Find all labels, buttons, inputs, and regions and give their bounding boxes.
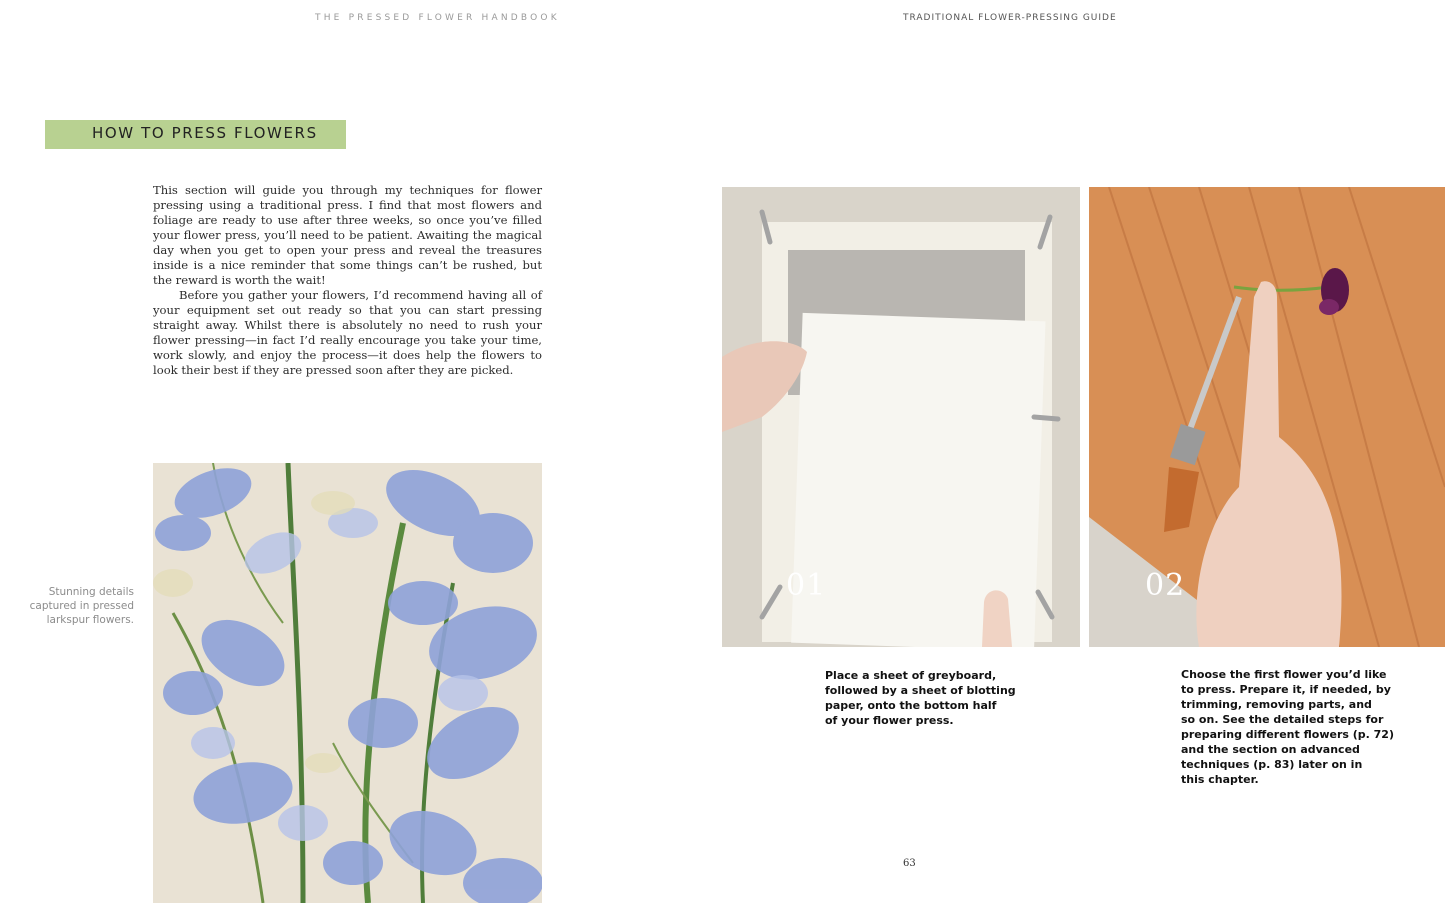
- caption-line: larkspur flowers.: [46, 614, 134, 626]
- larkspur-caption: [20, 585, 134, 627]
- body-paragraph-2: Before you gather your flowers, I’d recommend having all of your equipment set out ready so that you can start pressing straight away. Whilst there is absolutely no need to rush your flower pressing—in fact I’d really encourage you take your time, work slowly, and enjoy the process—it does help the flowers to look their best if they are pressed soon after they are picked.: [153, 288, 542, 377]
- step-02-line: so on. See the detailed steps for: [1181, 713, 1384, 726]
- step-02-text: [1181, 667, 1394, 787]
- caption-line: captured in pressed: [29, 600, 134, 612]
- flower-press-illustration: [722, 187, 1080, 647]
- step-01-line: Place a sheet of greyboard,: [825, 669, 997, 682]
- section-title: HOW TO PRESS FLOWERS: [92, 124, 318, 142]
- step-02-line: to press. Prepare it, if needed, by: [1181, 683, 1391, 696]
- larkspur-illustration: [153, 463, 542, 903]
- larkspur-photo: [153, 463, 542, 903]
- step-01-text: [825, 668, 1016, 728]
- left-running-head: THE PRESSED FLOWER HANDBOOK: [315, 13, 560, 23]
- page-number: 63: [903, 858, 916, 869]
- step-02-line: Choose the first flower you’d like: [1181, 668, 1387, 681]
- step-02-number: 02: [1145, 568, 1186, 603]
- step-01-line: followed by a sheet of blotting: [825, 684, 1016, 697]
- caption-line: Stunning details: [48, 586, 134, 598]
- right-running-head: TRADITIONAL FLOWER-PRESSING GUIDE: [903, 13, 1117, 23]
- step-01-line: paper, onto the bottom half: [825, 699, 997, 712]
- step-02-line: trimming, removing parts, and: [1181, 698, 1372, 711]
- step-01-photo: [722, 187, 1080, 647]
- body-text: [153, 183, 542, 378]
- step-02-photo: [1089, 187, 1445, 647]
- step-02-line: techniques (p. 83) later on in: [1181, 758, 1363, 771]
- step-02-line: this chapter.: [1181, 773, 1259, 786]
- step-01-line: of your flower press.: [825, 714, 954, 727]
- step-01-number: 01: [786, 568, 827, 603]
- step-02-line: preparing different flowers (p. 72): [1181, 728, 1394, 741]
- section-heading-bar: [45, 120, 346, 149]
- body-paragraph-1: This section will guide you through my techniques for flower pressing using a traditional press. I find that most flowers and foliage are ready to use after three weeks, so once you’ve filled your flower press, you’ll need to be patient. Awaiting the magical day when you get to open your press and reveal the treasures inside is a nice reminder that some things can’t be rushed, but the reward is worth the wait!: [153, 183, 542, 287]
- cutting-board-illustration: [1089, 187, 1445, 647]
- step-02-line: and the section on advanced: [1181, 743, 1360, 756]
